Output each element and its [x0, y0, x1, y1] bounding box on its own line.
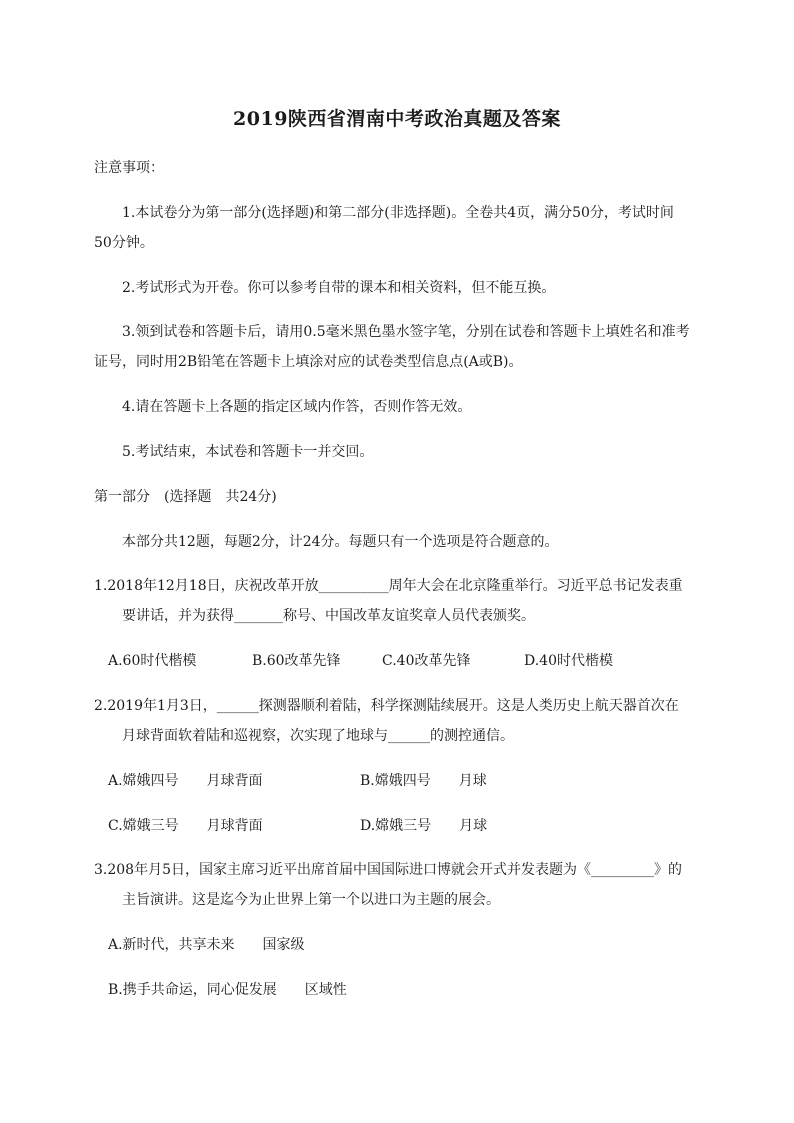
question-3-option-a: A.新时代，共享未来 国家级 — [108, 937, 305, 953]
question-2-line-2: 月球背面软着陆和巡视察，次实现了地球与______的测控通信。 — [122, 728, 514, 744]
question-2-option-b: B.嫦娥四号 月球 — [360, 773, 487, 789]
question-2-line-1: 2.2019年1月3日，______探测器顺利着陆，科学探测陆续展开。这是人类历史上航天器首次在 — [94, 698, 679, 714]
part-heading: 第一部分 (选择题 共24分) — [94, 489, 277, 505]
question-2-option-d: D.嫦娥三号 月球 — [360, 818, 488, 834]
question-1-option-c: C.40改革先锋 — [382, 653, 471, 669]
notice-line: 4.请在答题卡上各题的指定区域内作答，否则作答无效。 — [122, 399, 472, 415]
question-1-option-b: B.60改革先锋 — [252, 653, 341, 669]
notice-line: 2.考试形式为开卷。你可以参考自带的课本和相关资料，但不能互换。 — [122, 280, 556, 296]
question-2-option-c: C.嫦娥三号 月球背面 — [108, 818, 263, 834]
notice-heading: 注意事项： — [94, 160, 164, 176]
question-1-line-2: 要讲话，并为获得_______称号、中国改革友谊奖章人员代表颁奖。 — [122, 608, 535, 624]
notice-line: 50分钟。 — [94, 235, 154, 251]
question-2-option-a: A.嫦娥四号 月球背面 — [108, 773, 263, 789]
notice-line: 1.本试卷分为第一部分(选择题)和第二部分(非选择题)。全卷共4页，满分50分，考试时间 — [122, 205, 674, 221]
question-1-option-d: D.40时代楷模 — [524, 653, 613, 669]
document-title: 2019陕西省渭南中考政治真题及答案 — [233, 108, 561, 130]
notice-line: 3.领到试卷和答题卡后，请用0.5毫米黑色墨水签字笔，分别在试卷和答题卡上填姓名和准考 — [122, 324, 690, 340]
question-3-line-1: 3.208年月5日，国家主席习近平出席首届中国国际进口博就会开式并发表题为《_________》的 — [94, 862, 682, 878]
notice-line: 证号，同时用2B铅笔在答题卡上填涂对应的试卷类型信息点(A或B)。 — [94, 354, 523, 370]
part-intro: 本部分共12题，每题2分，计24分。每题只有一个选项是符合题意的。 — [122, 534, 559, 550]
question-3-line-2: 主旨演讲。这是迄今为止世界上第一个以进口为主题的展会。 — [122, 892, 500, 908]
notice-line: 5.考试结束，本试卷和答题卡一并交回。 — [122, 444, 374, 460]
question-1-option-a: A.60时代楷模 — [108, 653, 197, 669]
question-3-option-b: B.携手共命运，同心促发展 区域性 — [108, 982, 347, 998]
question-1-line-1: 1.2018年12月18日，庆祝改革开放__________周年大会在北京隆重举行。习近平总书记发表重 — [94, 578, 683, 594]
